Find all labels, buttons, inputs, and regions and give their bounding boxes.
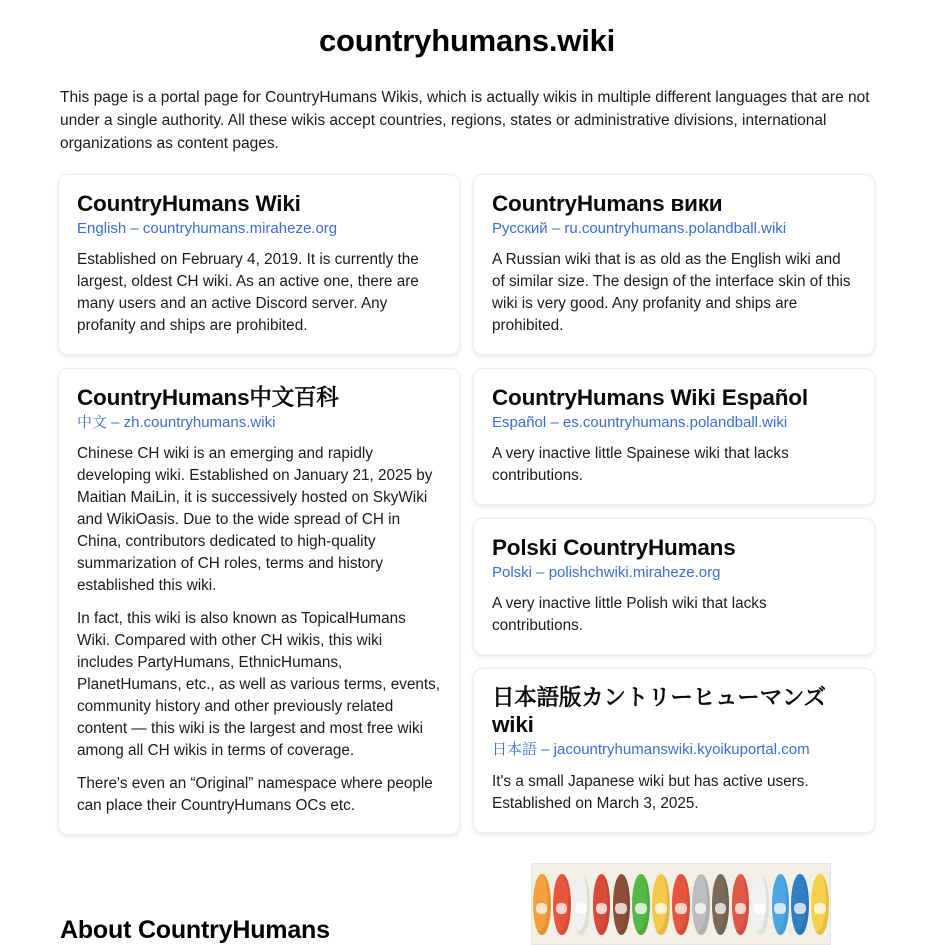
page-title: countryhumans.wiki — [318, 23, 616, 58]
card-description: Chinese CH wiki is an emerging and rapidly developing wiki. Established on January 21, 2025 by Maitian MaiLin, it is successively hosted on SkyWiki and WikiOasis. Due to the wide spread of CH in China, contributors dedicated to high-quality summarization of CH roles, terms and history established this wiki. — [77, 445, 433, 595]
card-countryhumans-polish[interactable] — [473, 518, 875, 655]
collage-character-head — [572, 864, 592, 944]
card-countryhumans-wiki[interactable] — [58, 174, 460, 355]
collage-character-head — [671, 864, 691, 944]
about-heading: About CountryHumans — [60, 916, 330, 945]
card-link[interactable]: Polski – polishchwiki.miraheze.org — [492, 564, 721, 582]
card-title: CountryHumans Wiki — [77, 190, 301, 216]
collage-character-head — [552, 864, 572, 944]
card-description: There's even an “Original” namespace where people can place their CountryHumans OCs etc. — [77, 775, 433, 815]
collage-character-head — [611, 864, 631, 944]
card-countryhumans-japanese[interactable] — [473, 668, 875, 832]
card-link[interactable]: Русский – ru.countryhumans.polandball.wiki — [492, 219, 787, 237]
collage-character-head — [750, 864, 770, 944]
card-countryhumans-spanish[interactable] — [473, 368, 875, 505]
card-title: 日本語版カントリーヒューマンズ wiki — [492, 685, 826, 738]
card-link[interactable]: 中文 – zh.countryhumans.wiki — [77, 413, 276, 431]
card-description: Established on February 4, 2019. It is currently the largest, oldest CH wiki. As an active one, there are many users and an active Discord server. Any profanity and ships are prohibited. — [77, 250, 419, 334]
collage-character-head — [810, 864, 830, 944]
collage-character-head — [592, 864, 612, 944]
card-link[interactable]: English – countryhumans.miraheze.org — [77, 219, 338, 237]
card-link[interactable]: Español – es.countryhumans.polandball.wiki — [492, 413, 788, 431]
collage-character-head — [631, 864, 651, 944]
card-description: A very inactive little Spainese wiki that lacks contributions. — [492, 445, 789, 485]
collage-character-head — [532, 864, 552, 944]
card-description: A very inactive little Polish wiki that lacks contributions. — [492, 595, 767, 635]
collage-strip — [532, 864, 830, 944]
collage-character-head — [691, 864, 711, 944]
card-link[interactable]: 日本語 – jacountryhumanswiki.kyoikuportal.com — [492, 741, 810, 759]
collage-character-head — [790, 864, 810, 944]
collage-character-head — [731, 864, 751, 944]
card-title: CountryHumans вики — [492, 190, 723, 216]
card-countryhumans-russian[interactable] — [473, 174, 875, 355]
collage-character-head — [651, 864, 671, 944]
intro-paragraph: This page is a portal page for CountryHumans Wikis, which is actually wikis in multiple different languages that are not under a single authority. All these wikis accept countries, regions, states or administrative divisions, international organizations as content pages. — [60, 88, 870, 152]
card-description: In fact, this wiki is also known as TopicalHumans Wiki. Compared with other CH wikis, this wiki includes PartyHumans, EthnicHumans, PlanetHumans, etc., as well as various terms, events, community history and other previously related content — this wiki is the largest and most free wiki among all CH wikis in terms of coverage. — [77, 610, 441, 760]
right-column — [473, 174, 875, 833]
card-title: CountryHumans中文百科 — [77, 384, 339, 410]
card-countryhumans-chinese[interactable] — [58, 368, 460, 836]
about-section — [58, 863, 876, 945]
left-column — [58, 174, 460, 836]
card-description: A Russian wiki that is as old as the English wiki and of similar size. The design of the interface skin of this wiki is very good. Any profanity and ships are prohibited. — [492, 250, 851, 334]
wiki-card-grid — [58, 174, 876, 836]
collage-character-head — [770, 864, 790, 944]
collage-character-head — [711, 864, 731, 944]
card-description: It's a small Japanese wiki but has active users. Established on March 3, 2025. — [492, 772, 809, 812]
countryhumans-character-collage-image — [531, 863, 831, 945]
card-title: CountryHumans Wiki Español — [492, 384, 808, 410]
page-root — [0, 22, 932, 945]
card-title: Polski CountryHumans — [492, 535, 736, 561]
